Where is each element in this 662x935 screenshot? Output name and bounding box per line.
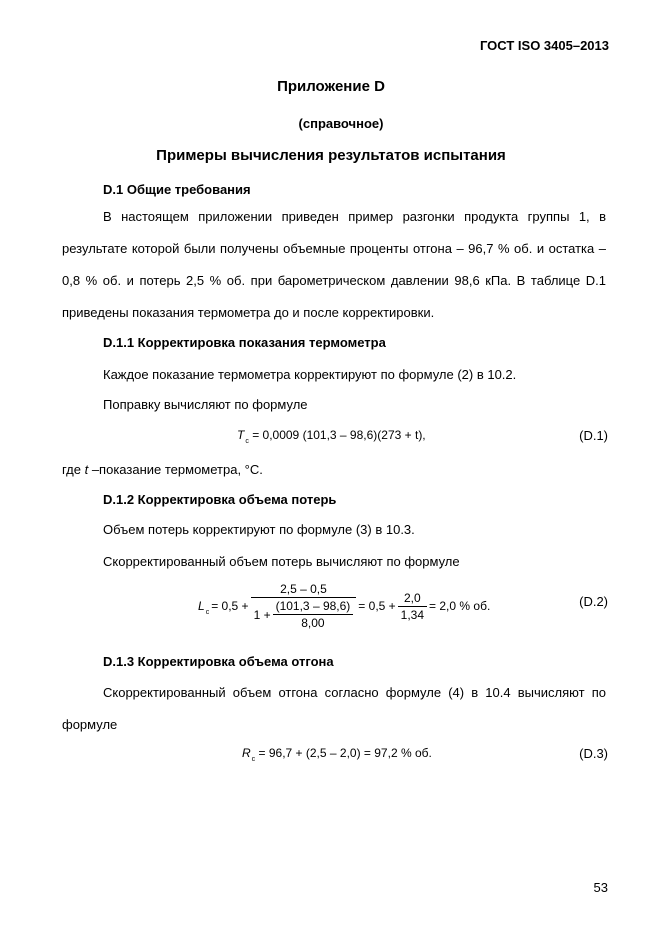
section-d1-heading: D.1 Общие требования: [103, 182, 251, 197]
formula-d3-sub: c: [251, 756, 256, 763]
formula-d3-number: (D.3): [579, 746, 608, 761]
formula-d2-part2: = 0,5 +: [358, 599, 396, 613]
formula-d2-num2: 2,0: [398, 591, 427, 607]
formula-d2-main-fraction: [251, 582, 357, 630]
formula-d2-number: (D.2): [579, 594, 608, 609]
appendix-title: Приложение D: [277, 78, 385, 95]
formula-d1-number: (D.1): [579, 428, 608, 443]
formula-d2-var: L: [198, 599, 205, 613]
formula-d2-den-prefix: 1 +: [253, 607, 271, 622]
section-d13-heading: D.1.3 Корректировка объема отгона: [103, 654, 334, 669]
where-line: [62, 462, 263, 477]
section-d1-paragraph: В настоящем приложении приведен пример разгонки продукта группы 1, в результате которой были получены объемные проценты отгона – 96,7 % об. и остатка – 0,8 % об. и потерь 2,5 % об. при барометрическом давлении 98,6 кПа. В таблице D.1 приведены показания термометра до и после корректировки.: [62, 209, 606, 320]
where-prefix: где: [62, 462, 85, 477]
formula-d2-second-fraction: [398, 591, 427, 622]
section-d11-line1: Каждое показание термометра корректируют по формуле (2) в 10.2.: [103, 367, 517, 382]
formula-d2-den2: 1,34: [400, 607, 425, 622]
formula-d1-expr: = 0,0009 (101,3 – 98,6)(273 + t),: [252, 428, 426, 442]
section-d12-line2: Скорректированный объем потерь вычисляют по формуле: [103, 554, 460, 569]
formula-d2-inner-fraction: [273, 599, 354, 630]
formula-d1-var: T: [237, 428, 245, 442]
appendix-type: (справочное): [298, 116, 384, 131]
where-var: t: [84, 462, 89, 477]
main-title: Примеры вычисления результатов испытания: [156, 147, 506, 164]
section-d13-paragraph: Скорректированный объем отгона согласно формуле (4) в 10.4 вычисляют по формуле: [62, 685, 606, 732]
formula-d1: [237, 428, 426, 445]
formula-d2: [198, 582, 490, 630]
section-d12-line1: Объем потерь корректируют по формуле (3) в 10.3.: [103, 522, 415, 537]
formula-d2-part1: = 0,5 +: [211, 599, 249, 613]
formula-d2-inner-num: (101,3 – 98,6): [273, 599, 354, 615]
formula-d3: [242, 746, 432, 763]
formula-d2-part3: = 2,0 % об.: [429, 599, 491, 613]
formula-d2-sub: c: [205, 609, 210, 616]
page-number: 53: [593, 880, 608, 895]
standard-code: ГОСТ ISO 3405–2013: [479, 38, 609, 53]
formula-d2-num: 2,5 – 0,5: [251, 582, 357, 598]
formula-d3-var: R: [242, 746, 251, 760]
section-d11-line2: Поправку вычисляют по формуле: [103, 397, 308, 412]
section-d12-heading: D.1.2 Корректировка объема потерь: [103, 492, 337, 507]
formula-d2-inner-den: 8,00: [301, 616, 325, 630]
section-d11-heading: D.1.1 Корректировка показания термометра: [103, 335, 386, 350]
where-text: –показание термометра, °C.: [88, 462, 263, 477]
formula-d3-expr: = 96,7 + (2,5 – 2,0) = 97,2 % об.: [258, 746, 432, 760]
formula-d1-sub: c: [245, 438, 249, 445]
